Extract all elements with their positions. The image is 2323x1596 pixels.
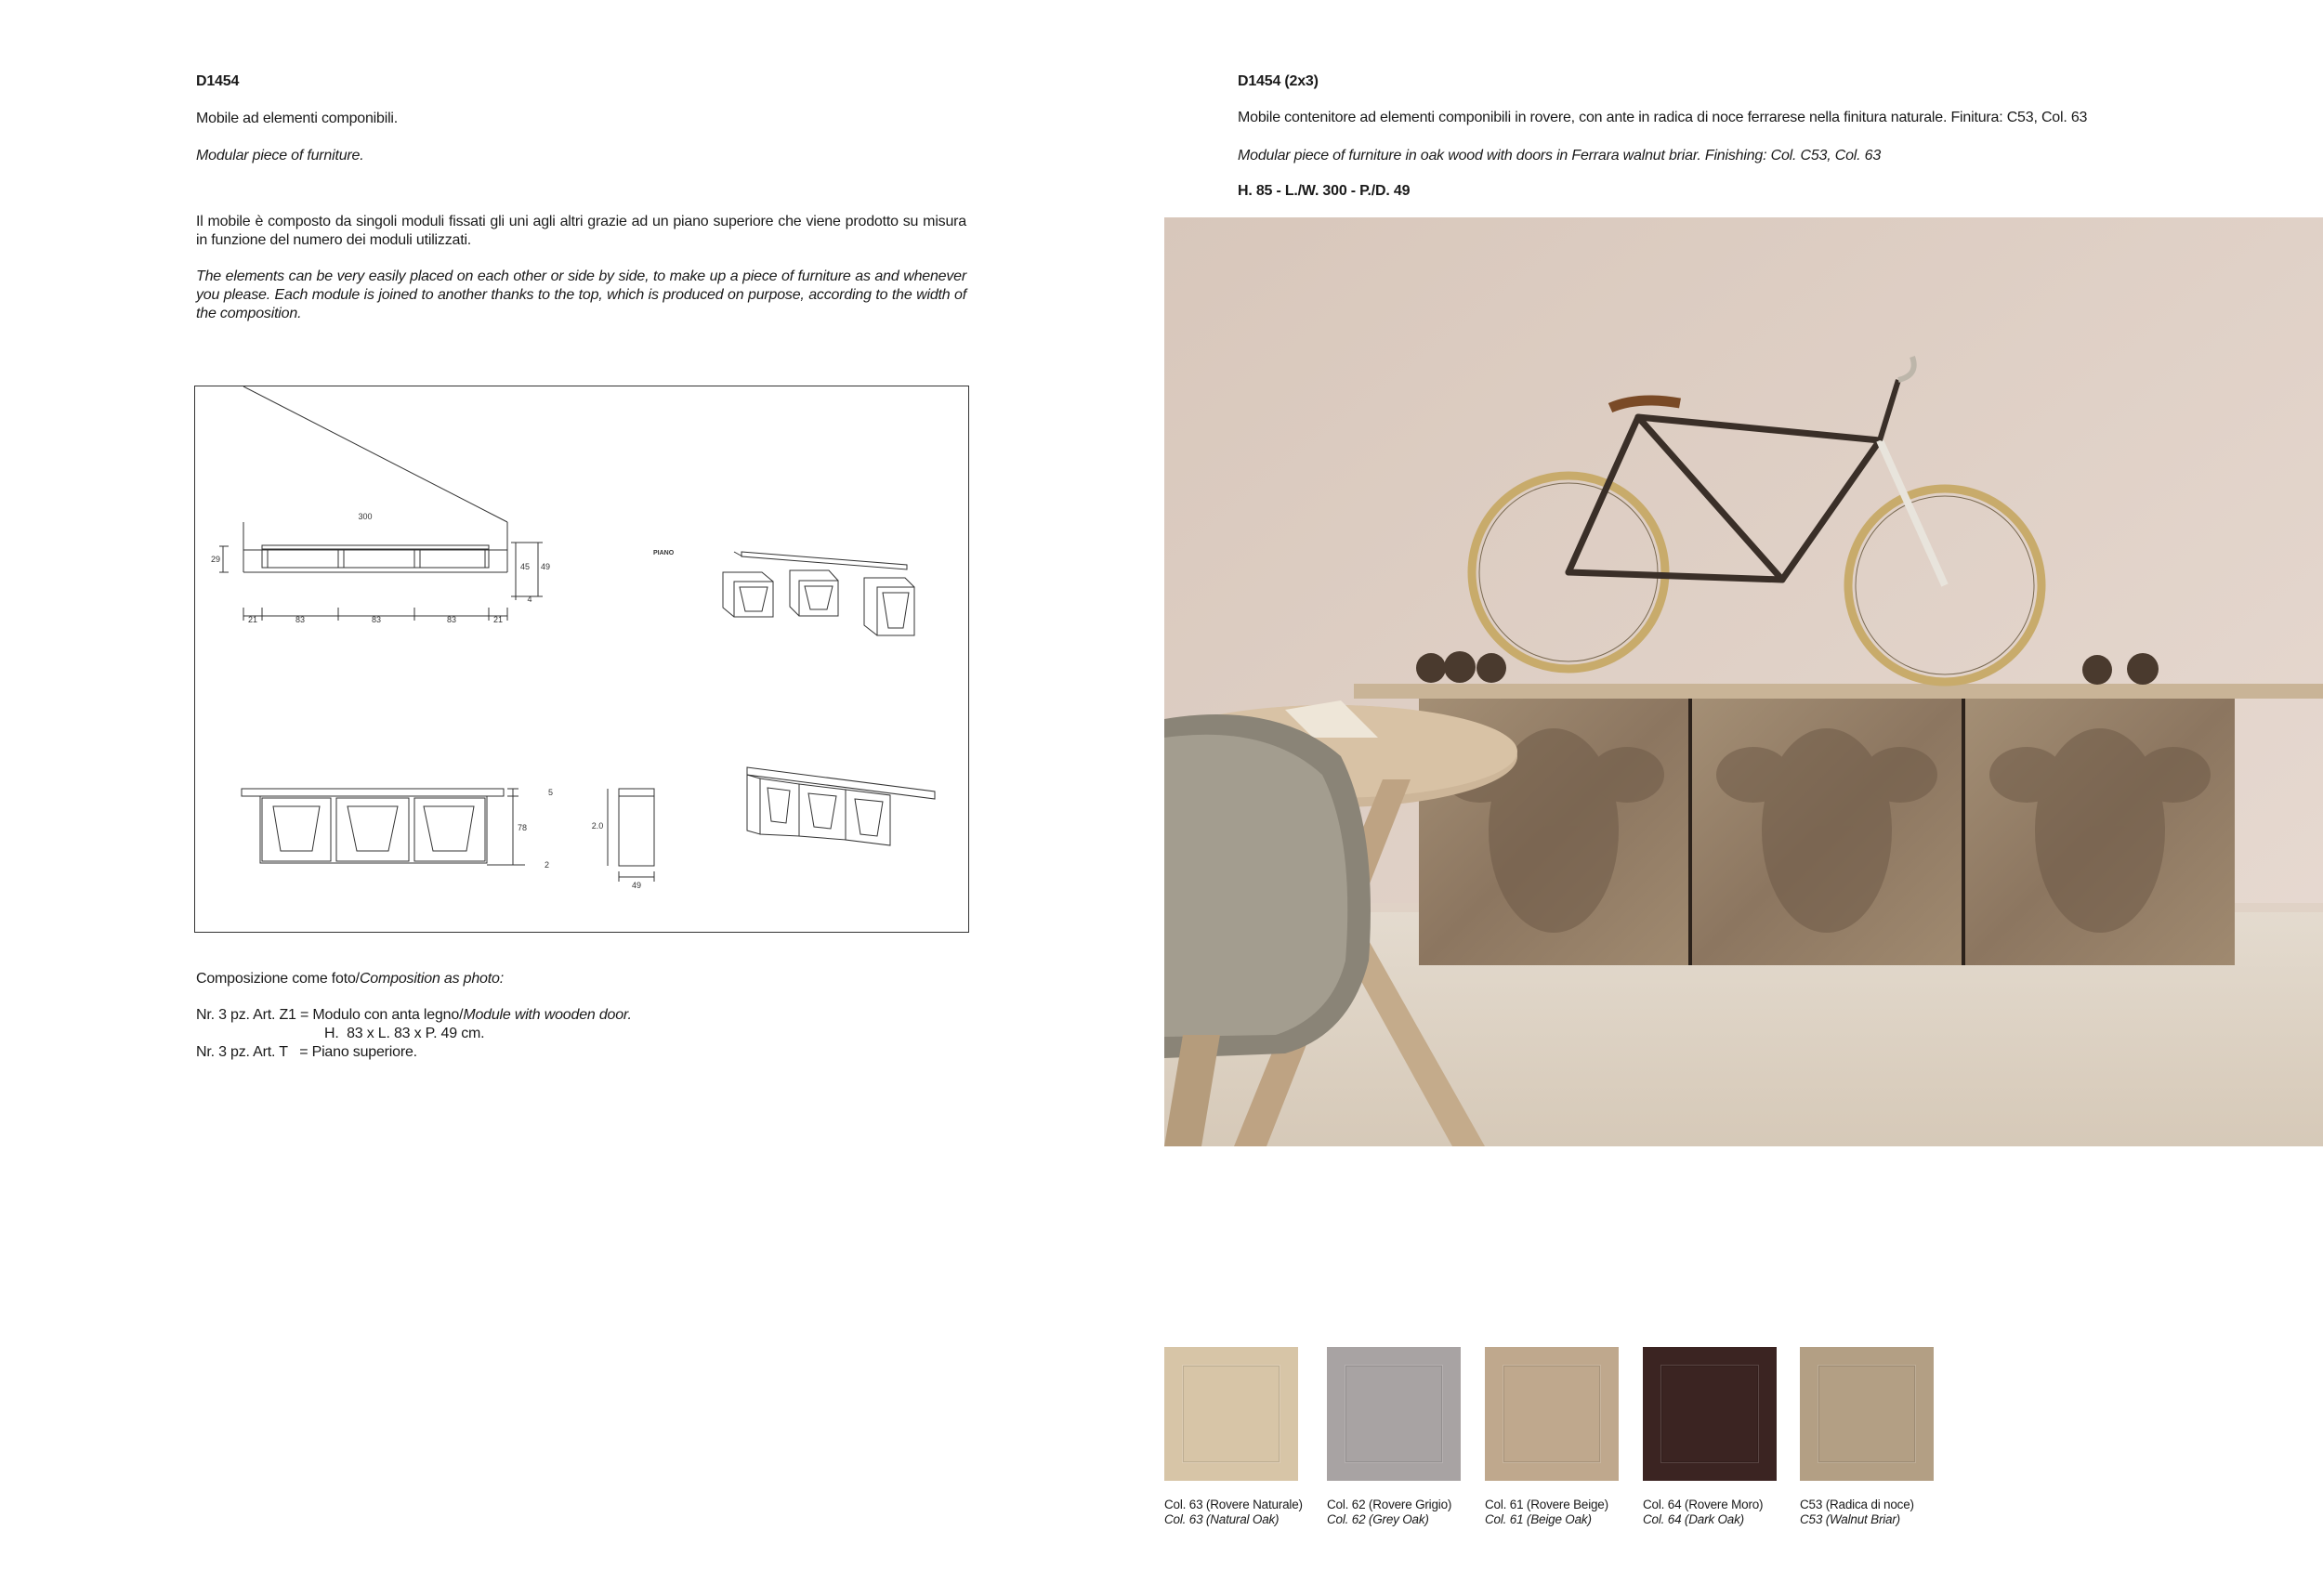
swatch-caption-it: Col. 62 (Rovere Grigio) xyxy=(1327,1498,1452,1511)
swatch-c53 xyxy=(1800,1347,1934,1481)
composition-title-it: Composizione come foto/ xyxy=(196,971,360,987)
dim-4: 4 xyxy=(527,595,532,604)
dim-83-a: 83 xyxy=(295,615,306,624)
swatch-caption-en: Col. 61 (Beige Oak) xyxy=(1485,1512,1592,1526)
swatch-caption-it: C53 (Radica di noce) xyxy=(1800,1498,1914,1511)
composition-line-1-en: Module with wooden door. xyxy=(463,1007,632,1023)
swatch-col-61-panel xyxy=(1503,1366,1600,1462)
composition-line-1-it: Nr. 3 pz. Art. Z1 = Modulo con anta legno/ xyxy=(196,1007,464,1023)
swatch-caption-it: Col. 63 (Rovere Naturale) xyxy=(1164,1498,1303,1511)
swatch-caption-en: Col. 63 (Natural Oak) xyxy=(1164,1512,1280,1526)
right-description-en: Modular piece of furniture in oak wood with doors in Ferrara walnut briar. Finishing: Col. C53, Col. 63 xyxy=(1238,148,1882,164)
right-product-code: D1454 (2x3) xyxy=(1238,73,1319,89)
swatch-col-62-panel xyxy=(1345,1366,1442,1462)
swatch-caption-col-61 xyxy=(1485,1498,1647,1527)
dim-83-c: 83 xyxy=(446,615,457,624)
dim-29: 29 xyxy=(210,555,221,564)
dim-49-depth: 49 xyxy=(631,881,642,890)
dim-78: 78 xyxy=(517,823,528,832)
right-description-it: Mobile contenitore ad elementi componibili in rovere, con ante in radica di noce ferrarese nella finitura naturale. Finitura: C53, Col. 63 xyxy=(1238,110,2088,125)
composition-line-1 xyxy=(196,1006,632,1025)
swatch-caption-en: Col. 62 (Grey Oak) xyxy=(1327,1512,1429,1526)
swatch-c53-panel xyxy=(1818,1366,1915,1462)
swatch-col-64-panel xyxy=(1661,1366,1758,1462)
right-dimensions: H. 85 - L./W. 300 - P./D. 49 xyxy=(1238,183,1411,199)
swatch-col-61 xyxy=(1485,1347,1619,1481)
composition-title xyxy=(196,970,504,988)
swatch-caption-it: Col. 64 (Rovere Moro) xyxy=(1643,1498,1764,1511)
left-product-code: D1454 xyxy=(196,73,240,89)
dim-total-width: 300 xyxy=(358,512,373,521)
swatch-caption-c53 xyxy=(1800,1498,1962,1527)
dim-49: 49 xyxy=(540,562,551,571)
left-description-it: Mobile ad elementi componibili. xyxy=(196,111,399,126)
swatch-col-62 xyxy=(1327,1347,1461,1481)
swatch-caption-en: C53 (Walnut Briar) xyxy=(1800,1512,1900,1526)
swatch-caption-col-64 xyxy=(1643,1498,1805,1527)
swatch-caption-it: Col. 61 (Rovere Beige) xyxy=(1485,1498,1608,1511)
dim-2: 2 xyxy=(545,860,550,870)
dim-83-b: 83 xyxy=(371,615,382,624)
piano-label: PIANO xyxy=(653,550,675,556)
swatch-caption-col-62 xyxy=(1327,1498,1490,1527)
drawing-labels xyxy=(211,512,675,890)
composition-line-2: Nr. 3 pz. Art. T = Piano superiore. xyxy=(196,1044,417,1060)
dim-21-left: 21 xyxy=(247,615,258,624)
swatch-caption-col-63 xyxy=(1164,1498,1327,1527)
swatch-col-63 xyxy=(1164,1347,1298,1481)
swatch-col-63-panel xyxy=(1183,1366,1280,1462)
dim-5: 5 xyxy=(548,788,554,797)
product-photo xyxy=(1164,217,2323,1146)
composition-line-1-dims: H. 83 x L. 83 x P. 49 cm. xyxy=(324,1026,485,1041)
swatch-caption-en: Col. 64 (Dark Oak) xyxy=(1643,1512,1744,1526)
swatch-col-64 xyxy=(1643,1347,1777,1481)
left-description-en: Modular piece of furniture. xyxy=(196,148,364,164)
dim-21-right: 21 xyxy=(492,615,504,624)
dim-45: 45 xyxy=(519,562,531,571)
left-paragraph-en: The elements can be very easily placed on each other or side by side, to make up a piece of furniture as and whenever you please. Each module is joined to another thanks to the top, which is produced on purpose, according to the width of the composition. xyxy=(196,268,966,321)
left-paragraph-it: Il mobile è composto da singoli moduli fissati gli uni agli altri grazie ad un piano superiore che viene prodotto su misura in funzione del numero dei moduli utilizzati. xyxy=(196,214,966,248)
composition-title-en: Composition as photo: xyxy=(359,971,504,987)
dim-2-0: 2.0 xyxy=(591,821,604,831)
technical-drawing xyxy=(194,386,969,933)
